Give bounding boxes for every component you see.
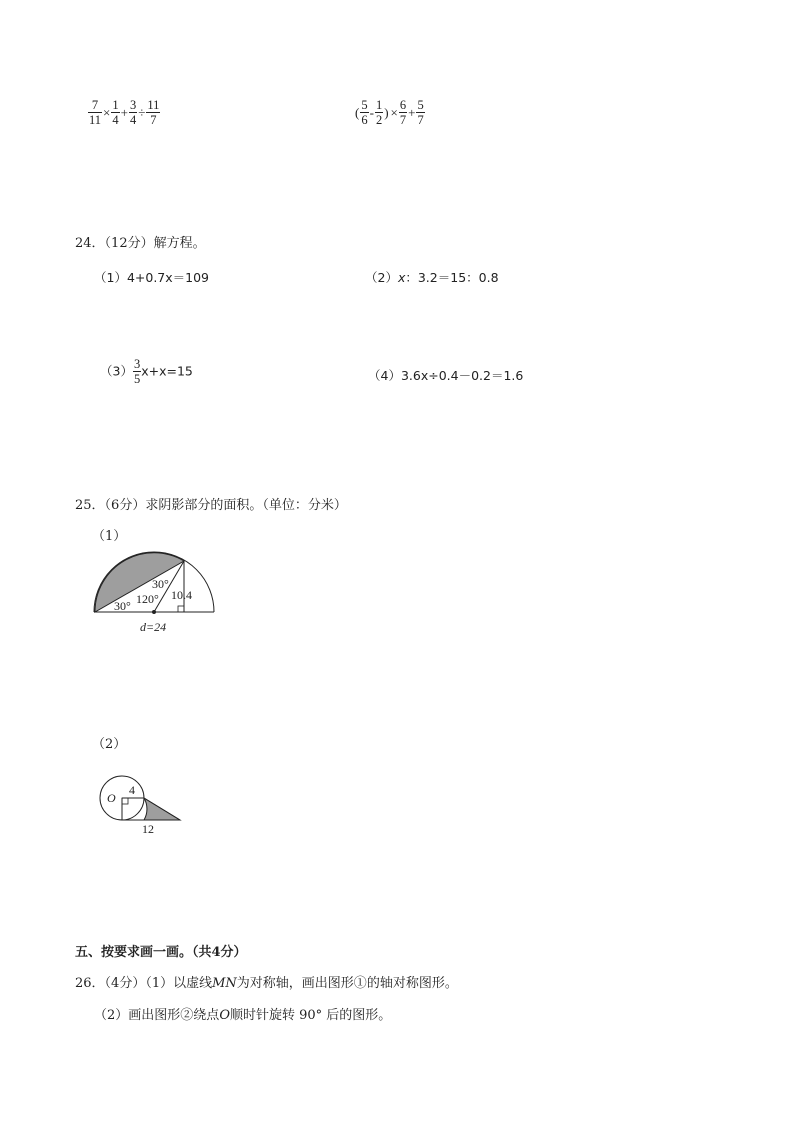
fraction: $\frac{7}{11}$	[89, 98, 102, 127]
height-label: 10.4	[171, 588, 192, 602]
diameter-label: d=24	[140, 620, 167, 634]
radius-label: 4	[129, 783, 135, 797]
fraction: $\frac{5}{7}$	[417, 98, 424, 127]
question-26-line-1: 26．（4分）（1）以虚线MN为对称轴，画出图形①的轴对称图形。	[75, 976, 458, 991]
figure-2-label: （2）	[92, 737, 127, 752]
equation-2: （2）x：3.2＝15：0.8	[365, 270, 499, 285]
equation-1: （1）4+0.7x＝109	[94, 270, 210, 285]
expression-2: ( $\frac{5}{6}$ - $\frac{1}{2}$ ) × $\frac{6}{7}$ + $\frac{5}{7}$	[355, 98, 424, 127]
right-angle-mark	[178, 606, 184, 612]
center-label: O	[107, 791, 116, 805]
figure-1-semicircle	[88, 548, 220, 638]
right-angle-mark	[122, 798, 128, 804]
fraction: $\frac{3}{5}$	[133, 357, 141, 386]
fraction: $\frac{1}{4}$	[112, 98, 119, 127]
fraction: $\frac{3}{4}$	[129, 98, 137, 127]
operator: +	[408, 104, 416, 120]
angle-label-top: 30°	[152, 577, 169, 591]
fraction: $\frac{11}{7}$	[147, 98, 160, 127]
equation-4: （4）3.6x÷0.4－0.2＝1.6	[368, 368, 524, 383]
operator: +	[120, 104, 128, 120]
fraction: $\frac{6}{7}$	[399, 98, 407, 127]
expression-1	[88, 98, 160, 127]
question-26-line-2: （2）画出图形②绕点O顺时针旋转 90° 后的图形。	[94, 1008, 392, 1023]
question-25-title: 25．（6分）求阴影部分的面积。（单位：分米）	[75, 498, 347, 513]
operator: ÷	[138, 104, 146, 120]
base-label: 12	[142, 822, 154, 836]
section-5-title: 五、按要求画一画。（共4分）	[75, 945, 247, 960]
operator: ×	[390, 104, 398, 120]
angle-label-center: 120°	[136, 592, 159, 606]
operator: -	[369, 104, 374, 120]
fraction: $\frac{5}{6}$	[361, 98, 368, 127]
operator: ×	[103, 104, 111, 120]
figure-2-circle-triangle	[90, 762, 190, 838]
fraction: $\frac{1}{2}$	[375, 98, 383, 127]
center-point	[152, 610, 156, 614]
figure-1-label: （1）	[92, 529, 127, 544]
angle-label-left: 30°	[114, 599, 131, 613]
question-24-title: 24．（12分）解方程。	[75, 236, 206, 251]
equation-3: （3） $\frac{3}{5}$ x+x=15	[100, 357, 193, 386]
